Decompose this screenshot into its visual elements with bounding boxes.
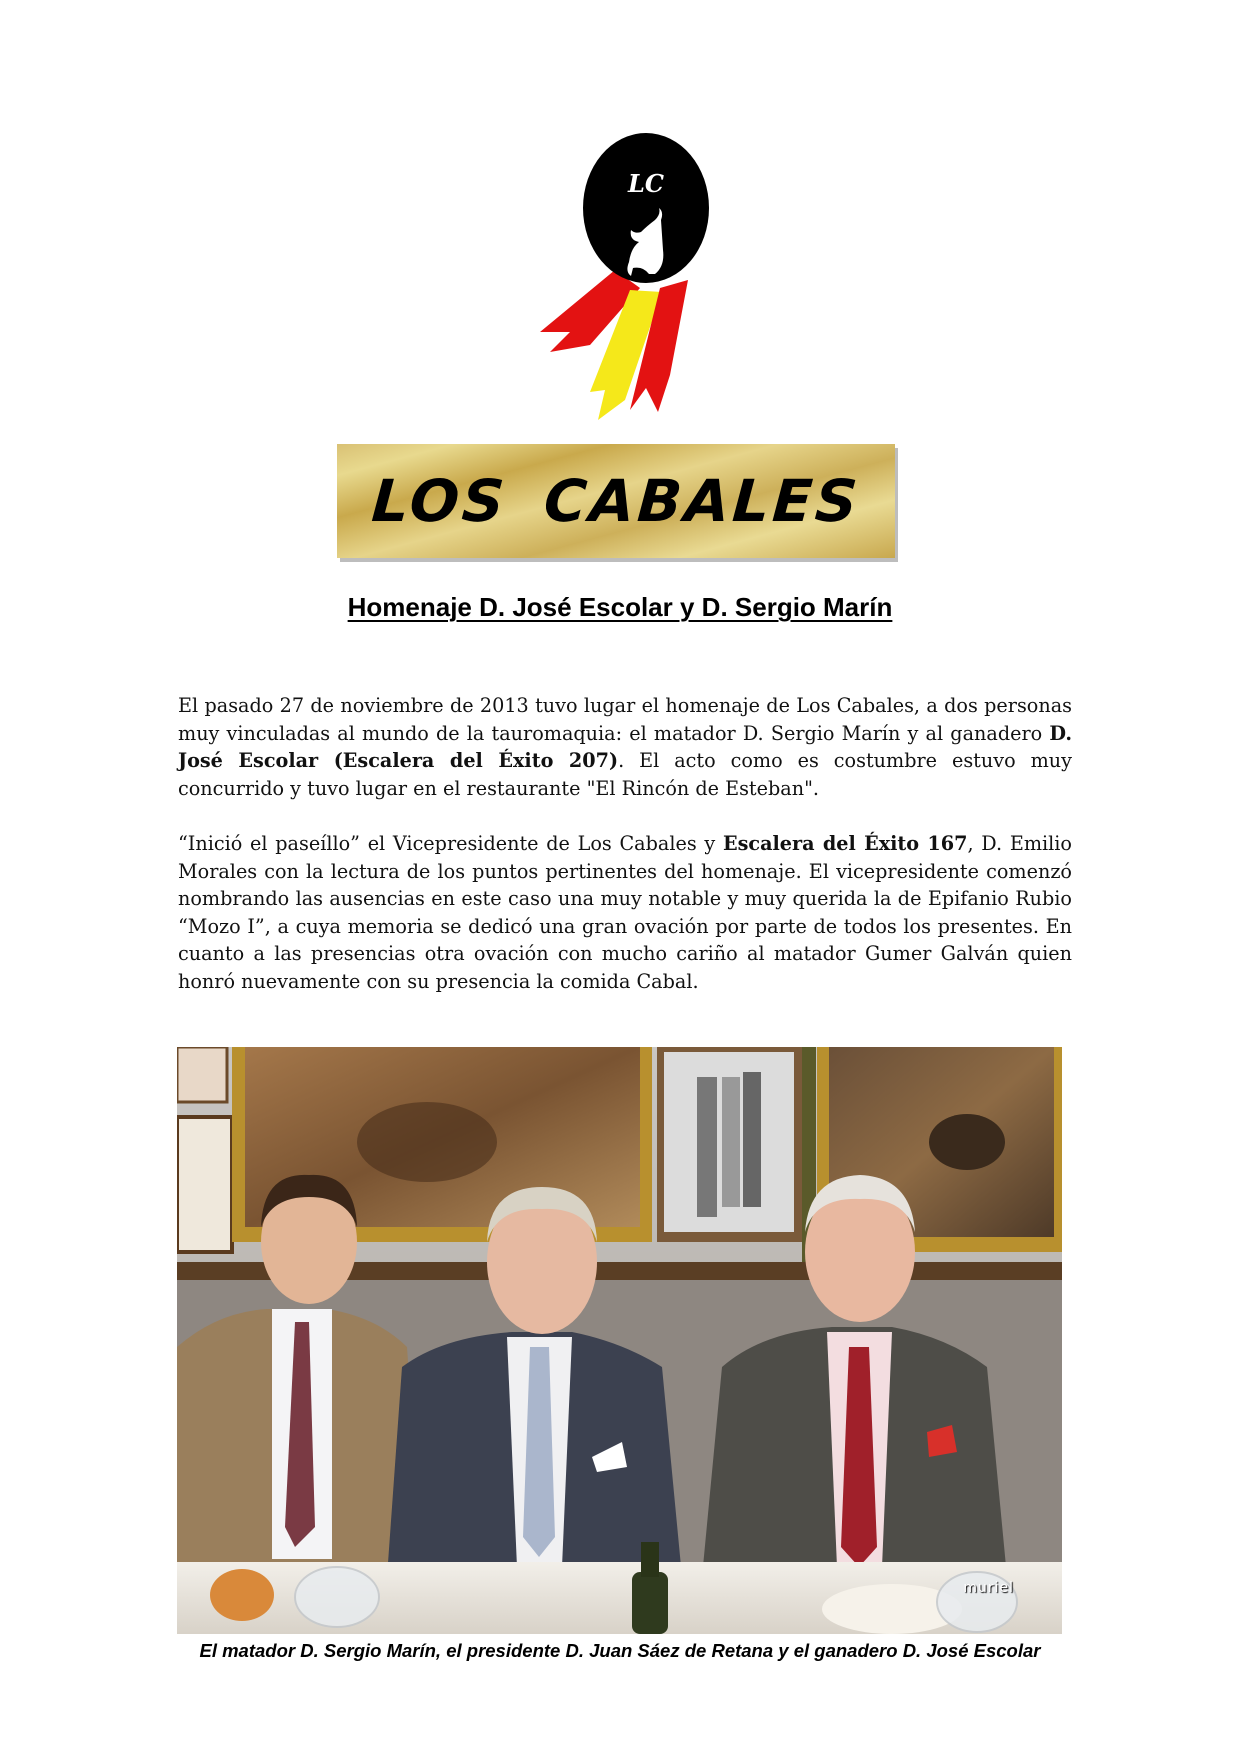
photo-illustration <box>177 1047 1062 1634</box>
club-logo <box>520 120 760 430</box>
lc-bull-ribbon-icon <box>520 120 760 430</box>
p2-text-after: , D. Emilio Morales con la lectura de los puntos pertinentes del homenaje. El vicepresidente comenzó nombrando las ausencias en este caso una muy notable y muy querida la de Epifanio Rubio “Mozo I”, a cuya memoria se dedicó una gran ovación por parte de todos los presentes. En cuanto a las presencias otra ovación con mucho cariño al matador Gumer Galván quien honró nuevamente con su presencia la comida Cabal. <box>178 832 1072 993</box>
small-frame-text <box>177 1117 232 1252</box>
photo-caption: El matador D. Sergio Marín, el presidente D. Juan Sáez de Retana y el ganadero D. José Escolar <box>199 1640 1041 1661</box>
wine-glass-left <box>295 1567 379 1627</box>
logo-monogram: LC <box>628 169 664 198</box>
event-photo <box>177 1047 1062 1634</box>
small-frame-top <box>177 1047 227 1102</box>
banner-text: LOS CABALES <box>369 467 863 535</box>
p2-text-before: “Inició el paseíllo” el Vicepresidente de Los Cabales y <box>178 832 723 855</box>
club-name-banner <box>337 444 895 558</box>
p1-text-before: El pasado 27 de noviembre de 2013 tuvo lugar el homenaje de Los Cabales, a dos personas muy vinculadas al mundo de la tauromaquia: el matador D. Sergio Marín y al ganadero <box>178 694 1072 745</box>
bread-roll <box>210 1569 274 1621</box>
p2-bold: Escalera del Éxito 167 <box>722 832 968 855</box>
paragraph-intro <box>178 692 1072 802</box>
paragraph-paseillo <box>178 830 1072 996</box>
photo-watermark: muriel <box>963 1580 1014 1596</box>
wine-bottle <box>632 1572 668 1634</box>
p1-bold: D. José Escolar (Escalera del Éxito 207) <box>178 721 1072 773</box>
p1-text-after: . El acto como es costumbre estuvo muy concurrido y tuvo lugar en el restaurante "El Rincón de Esteban". <box>178 749 1072 800</box>
article-title: Homenaje D. José Escolar y D. Sergio Marín <box>347 592 893 622</box>
